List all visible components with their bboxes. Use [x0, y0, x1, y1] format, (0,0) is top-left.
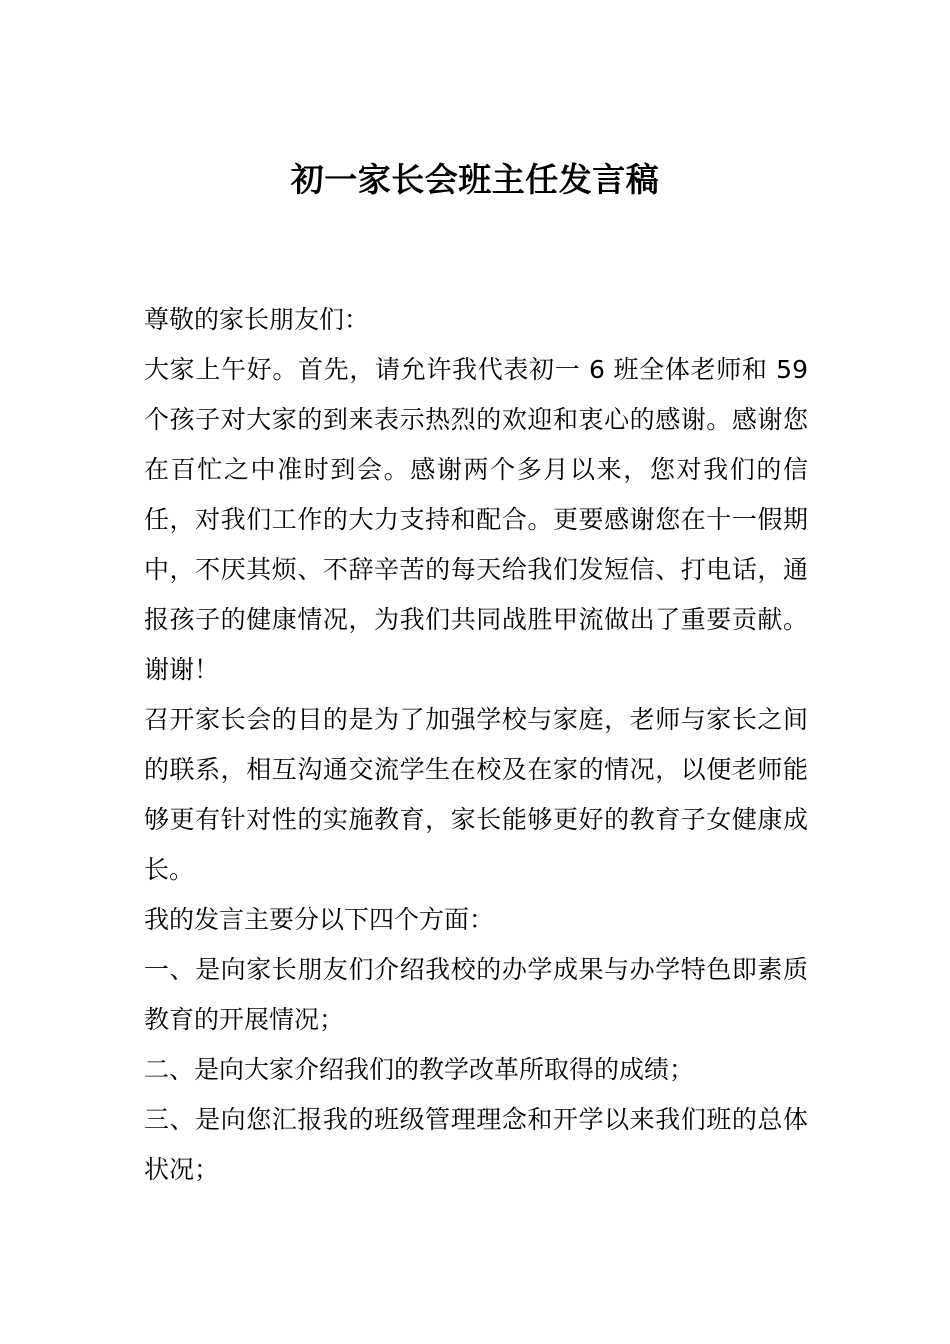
- salutation-paragraph: 尊敬的家长朋友们：: [144, 305, 370, 334]
- document-body: [144, 295, 808, 1195]
- outline-item-1: 一、是向家长朋友们介绍我校的办学成果与办学特色即素质教育的开展情况；: [144, 955, 808, 1034]
- outline-intro-paragraph: 我的发言主要分以下四个方面：: [144, 905, 495, 934]
- outline-item-3: 三、是向您汇报我的班级管理理念和开学以来我们班的总体状况；: [144, 1105, 808, 1184]
- greeting-paragraph: 大家上午好。首先，请允许我代表初一 6 班全体老师和 59 个孩子对大家的到来表示热烈的欢迎和衷心的感谢。感谢您在百忙之中准时到会。感谢两个多月以来，您对我们的信任，对我们工作的大力支持和配合。更要感谢您在十一假期中，不厌其烦、不辞辛苦的每天给我们发短信、打电话，通报孩子的健康情况，为我们共同战胜甲流做出了重要贡献。谢谢！: [144, 355, 808, 684]
- outline-item-2: 二、是向大家介绍我们的教学改革所取得的成绩；: [144, 1055, 695, 1084]
- document-title: 初一家长会班主任发言稿: [290, 160, 660, 199]
- purpose-paragraph: 召开家长会的目的是为了加强学校与家庭，老师与家长之间的联系，相互沟通交流学生在校及在家的情况，以便老师能够更有针对性的实施教育，家长能够更好的教育子女健康成长。: [144, 705, 808, 884]
